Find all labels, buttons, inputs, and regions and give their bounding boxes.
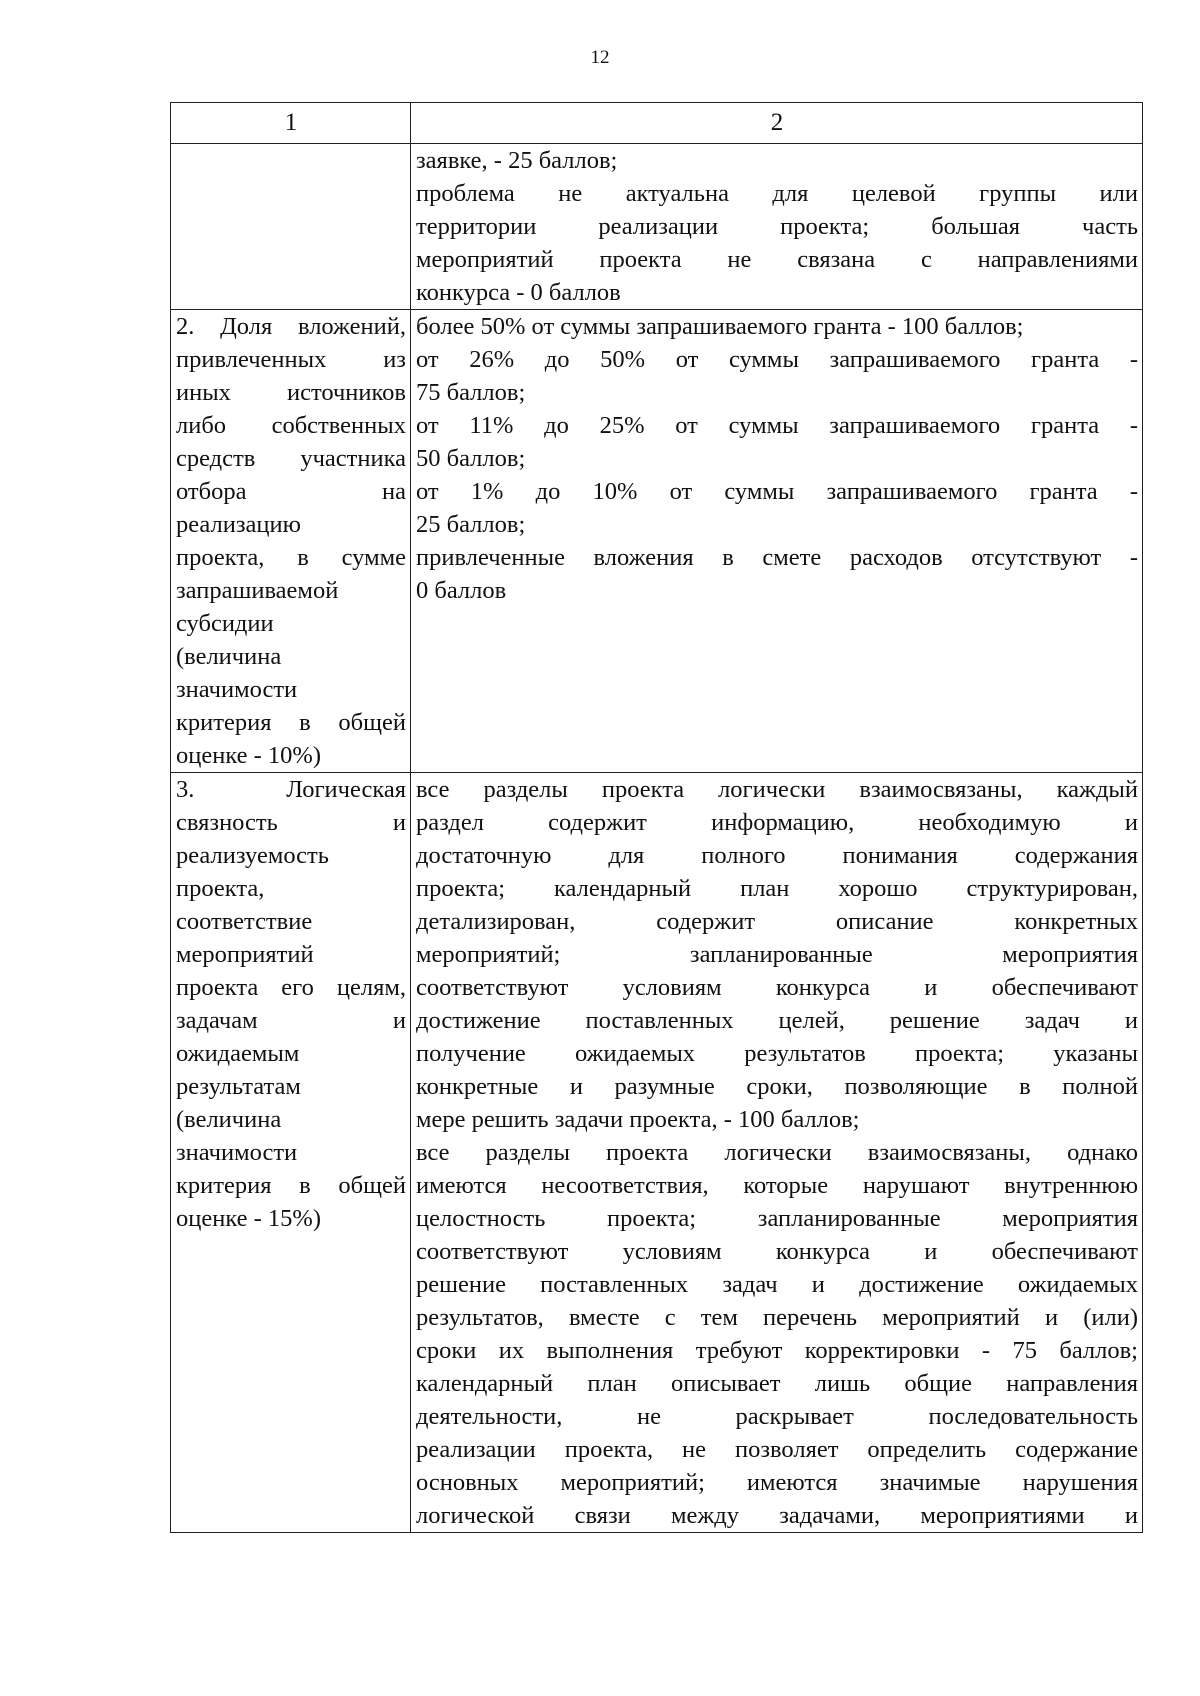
text-line: реализуемость	[176, 842, 329, 869]
text-line: календарный план описывает лишь общие направления	[416, 1370, 1138, 1397]
text-line: достижение поставленных целей, решение задач и	[416, 1007, 1138, 1034]
table-row	[171, 144, 1143, 310]
text-line: 3. Логическая	[176, 776, 406, 803]
text-line: мероприятий; запланированные мероприятия	[416, 941, 1138, 968]
text-line: (величина	[176, 1106, 282, 1133]
text-line: критерия в общей	[176, 1172, 406, 1199]
text-line: решение поставленных задач и достижение ожидаемых	[416, 1271, 1138, 1298]
text-line: проекта,	[176, 875, 265, 902]
table-row	[171, 310, 1143, 773]
text-line: 25 баллов;	[416, 511, 526, 538]
text-line: критерия в общей	[176, 709, 406, 736]
text-line: проекта, в сумме	[176, 544, 406, 571]
text-line: сроки их выполнения требуют корректировки - 75 баллов;	[416, 1337, 1138, 1364]
text-line: оценке - 10%)	[176, 742, 321, 769]
text-line: мероприятий проекта не связана с направлениями	[416, 246, 1138, 273]
text-line: конкретные и разумные сроки, позволяющие в полной	[416, 1073, 1138, 1100]
text-line: оценке - 15%)	[176, 1205, 321, 1232]
criteria-table	[170, 102, 1143, 1533]
text-line: мероприятий	[176, 941, 314, 968]
text-line: логической связи между задачами, мероприятиями и	[416, 1502, 1138, 1529]
text-line: проблема не актуальна для целевой группы или	[416, 180, 1138, 207]
text-line: от 26% до 50% от суммы запрашиваемого гранта -	[416, 346, 1138, 373]
table-row	[171, 773, 1143, 1533]
text-line: (величина	[176, 643, 282, 670]
scoring-cell	[411, 773, 1143, 1533]
text-line: реализации проекта, не позволяет определить содержание	[416, 1436, 1138, 1463]
text-line: конкурса - 0 баллов	[416, 279, 621, 306]
text-line: целостность проекта; запланированные мероприятия	[416, 1205, 1138, 1232]
text-line: привлеченных из	[176, 346, 406, 373]
scoring-cell	[411, 310, 1143, 773]
text-line: либо собственных	[176, 412, 406, 439]
text-line: соответствие	[176, 908, 313, 935]
text-line: ожидаемым	[176, 1040, 300, 1067]
text-line: заявке, - 25 баллов;	[416, 147, 618, 174]
text-line: проекта; календарный план хорошо структурирован,	[416, 875, 1138, 902]
text-line: средств участника	[176, 445, 406, 472]
column-header: 2	[411, 103, 1143, 144]
text-line: территории реализации проекта; большая часть	[416, 213, 1138, 240]
text-line: задачам и	[176, 1007, 406, 1034]
criterion-cell	[171, 773, 411, 1533]
table-body	[171, 144, 1143, 1533]
text-line: соответствуют условиям конкурса и обеспечивают	[416, 1238, 1138, 1265]
text-line: 75 баллов;	[416, 379, 526, 406]
text-line: достаточную для полного понимания содержания	[416, 842, 1138, 869]
text-line: от 1% до 10% от суммы запрашиваемого гранта -	[416, 478, 1138, 505]
text-line: запрашиваемой	[176, 577, 339, 604]
text-line: все разделы проекта логически взаимосвязаны, каждый	[416, 776, 1138, 803]
text-line: значимости	[176, 676, 298, 703]
text-line: мере решить задачи проекта, - 100 баллов;	[416, 1106, 860, 1133]
text-line: более 50% от суммы запрашиваемого гранта - 100 баллов;	[416, 313, 1024, 340]
text-line: результатам	[176, 1073, 301, 1100]
text-line: 50 баллов;	[416, 445, 526, 472]
text-line: все разделы проекта логически взаимосвязаны, однако	[416, 1139, 1138, 1166]
text-line: соответствуют условиям конкурса и обеспечивают	[416, 974, 1138, 1001]
text-line: 0 баллов	[416, 577, 507, 604]
text-line: раздел содержит информацию, необходимую и	[416, 809, 1138, 836]
page-number: 12	[590, 47, 610, 68]
text-line: связность и	[176, 809, 406, 836]
text-line: имеются несоответствия, которые нарушают внутреннюю	[416, 1172, 1138, 1199]
text-line: субсидии	[176, 610, 274, 637]
text-line: привлеченные вложения в смете расходов отсутствуют -	[416, 544, 1138, 571]
column-header: 1	[171, 103, 411, 144]
table-header-row	[171, 103, 1143, 144]
text-line: получение ожидаемых результатов проекта; указаны	[416, 1040, 1138, 1067]
text-line: иных источников	[176, 379, 406, 406]
text-line: 2. Доля вложений,	[176, 313, 406, 340]
text-line: детализирован, содержит описание конкретных	[416, 908, 1138, 935]
text-line: реализацию	[176, 511, 301, 538]
text-line: результатов, вместе с тем перечень мероприятий и (или)	[416, 1304, 1138, 1331]
criterion-cell	[171, 310, 411, 773]
text-line: основных мероприятий; имеются значимые нарушения	[416, 1469, 1138, 1496]
text-line: от 11% до 25% от суммы запрашиваемого гранта -	[416, 412, 1138, 439]
text-line: отбора на	[176, 478, 406, 505]
text-line: проекта его целям,	[176, 974, 406, 1001]
criterion-cell	[171, 144, 411, 310]
text-line: значимости	[176, 1139, 298, 1166]
text-line: деятельности, не раскрывает последовательность	[416, 1403, 1138, 1430]
scoring-cell	[411, 144, 1143, 310]
